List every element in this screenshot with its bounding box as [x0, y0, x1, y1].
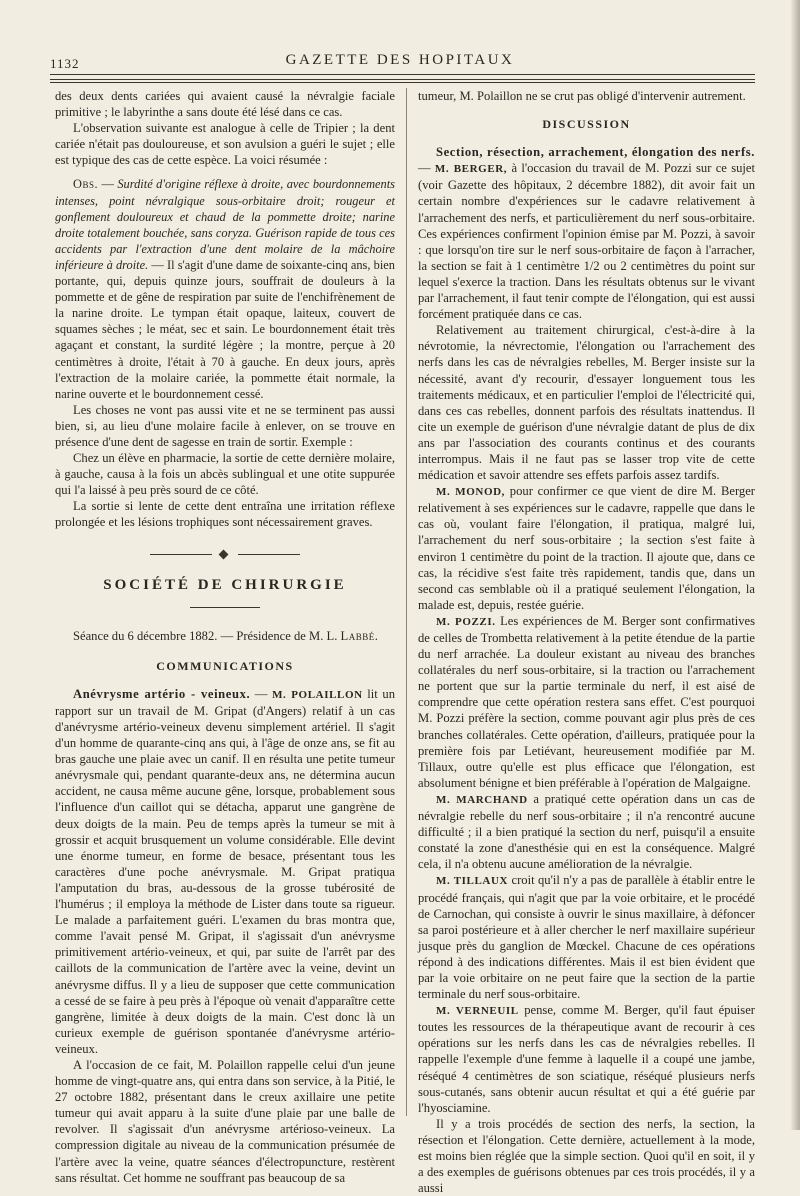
- berger-paragraph: Section, résection, arrachement, élongation des nerfs. — M. BERGER, à l'occasion du travail de M. Pozzi sur ce sujet (voir Gazette des hôpitaux, 2 décembre 1882), dit avoir fait un certain nombre d'expériences sur le cadavre relativement à l'arrachement des nerfs, et particulièrement du nerf sous-orbitaire. Ces expériences confirment l'opinion émise par M. Pozzi, à savoir : que lorsqu'on tire sur le nerf sous-orbitaire de façon à l'arracher, la section se fait à 1 centimètre 1/2 ou 2 centimètres du point sur lequel s'exerce la traction. Dans les résultats obtenus sur le vivant par l'arrachement, il faut tenir compte de l'élongation, qui est aussi forcément pratiquée dans ce cas.: [418, 145, 755, 322]
- page-header: [0, 0, 800, 90]
- paragraph: A l'occasion de ce fait, M. Polaillon rappelle celui d'un jeune homme de vingt-quatre ans, qui entra dans son service, à la Pitié, le 27 octobre 1882, présentant dans le creux axillaire une petite tumeur qui avait apparu à la suite d'une plaie par une balle de revolver. Il s'agissait d'un anévrysme artérioso-veineux. La compression digitale au niveau de la communication présumée de l'artère avec la veine, quatre séances d'électropuncture, restèrent sans résultat. Cet homme ne souffrant pas beaucoup de sa: [55, 1057, 395, 1185]
- marchand-paragraph: [418, 791, 755, 872]
- session-president: Labbé.: [340, 628, 379, 643]
- tillaux-text: croit qu'il n'y a pas de parallèle à établir entre le procédé français, qui n'agit que par la voie orbitaire, et le procédé de Carnochan, qui consiste à ouvrir le sinus maxillaire, à défoncer sa paroi postérieure et à aller chercher le nerf maxillaire supérieur jusque près du ganglion de Mœckel. Chacune de ces opérations répond à des indications différentes. Mais il est bien évident que par la voie orbitaire on ne peut faire que la section de la partie terminale du nerf sous-orbitaire.: [418, 873, 756, 1002]
- column-divider: [406, 88, 407, 1116]
- society-title: SOCIÉTÉ DE CHIRURGIE: [103, 576, 347, 593]
- speaker-name: M. BERGER,: [434, 163, 508, 176]
- observation-body: Il s'agit d'une dame de soixante-cinq ans, bien portante, qui, depuis quinze jours, souffrait de douleurs à la pommette et de gêne de respiration par suite de l'enchifrènement de la narine droite. Le tympan était opaque, laiteux, couvert de squames sèches ; le méat, sec et sain. Le bourdonnement était très agaçant et constant, la surdité légère ; la montre, perçue à 20 centimètres à droite, l'était à 70 à gauche. En deux jours, après l'extraction de la molaire cariée, la pommette était normale, la narine ouverte et le bourdonnement cessé.: [55, 257, 395, 401]
- speaker-name: M. TILLAUX: [436, 875, 509, 888]
- verneuil-text: pense, comme M. Berger, qu'il faut épuiser toutes les ressources de la thérapeutique avant de recourir à ces opérations sur les nerfs dans les cas de névralgies rebelles. Il rappelle l'exemple d'une femme à laquelle il a coupé une jambe, réséqué 4 centimètres de son sciatique, réséqué plusieurs nerfs sous-cutanés, sans obtenir aucun résultat et qui a été guérie par l'hyoscіamine.: [418, 1003, 755, 1115]
- session-text: Séance du 6 décembre 1882. — Présidence de M. L.: [73, 628, 338, 643]
- pozzi-text: Les expériences de M. Berger sont confirmatives de celles de Trombetta relativement à la petite étendue de la partie du nerf arrachée. La douleur existant au niveau des branches collatérales du nerf sous-orbitaire, si la traction ou l'arrachement ne portent que sur la partie terminale du nerf, il est aisé de comprendre que cette opération restera sans effet. C'est pourquoi M. Pozzi préfère la section, comme pouvant agir plus près de ces branches collatérales. Cette opération, d'ailleurs, pratiquée pour la première fois par Letiévant, heureusement modifiée par M. Tillaux, outre qu'elle est plus efficace que l'élongation, est absolument bénigne et bien préférable à l'opération de Malgaigne.: [418, 613, 755, 790]
- title-rule: [190, 607, 260, 608]
- section-ornament: [150, 551, 300, 559]
- running-title: GAZETTE DES HOPITAUX: [285, 52, 515, 68]
- communications-heading: COMMUNICATIONS: [156, 658, 294, 673]
- discussion-heading: DISCUSSION: [542, 117, 631, 132]
- paragraph: L'observation suivante est analogue à celle de Tripier ; la dent cariée n'était pas douloureuse, et son avulsion a guéri le sujet ; elle est typique des cas de cette espèce. La voici résumée :: [55, 121, 395, 168]
- observation-title: Surdité d'origine réflexe à droite, avec bourdonnements intenses, point névralgique sous-orbitaire droit; rougeur et gonflement douloureux et chaud de la pommette droite; narine droite totalement bouchée, sans coryza. Guérison rapide de tous ces accidents par l'extraction d'une dent molaire de la mâchoire inférieure à droite.: [55, 177, 395, 272]
- berger-text: à l'occasion du travail de M. Pozzi sur ce sujet (voir Gazette des hôpitaux, 2 décembre 1882), dit avoir fait un certain nombre d'expériences sur le cadavre relativement à l'arrachement des nerfs, et particulièrement du nerf sous-orbitaire. Ces expériences confirment l'opinion émise par M. Pozzi, à savoir : que lorsqu'on tire sur le nerf sous-orbitaire de façon à l'arracher, la section se fait à 1 centimètre 1/2 ou 2 centimètres du point sur lequel s'exerce la traction. Dans les résultats obtenus sur le vivant par l'arrachement, il faut tenir compte de l'élongation, qui est aussi forcément pratiquée dans ce cas.: [418, 161, 755, 322]
- monod-paragraph: [418, 483, 755, 613]
- monod-text: pour confirmer ce que vient de dire M. Berger relativement à ses expériences sur le cadavre, rappelle que dans le cas où, voulant faire l'élongation, il pratiqua, malgré lui, l'arrachement du nerf sous-orbitaire ; la section s'est faite à environ 1 centimètre du point de la traction. Il ajoute que, dans ce cas, la récidive s'est faite très rapidement, tandis que, dans un second cas semblable où il a pratiqué seulement l'élongation, la malade est, depuis, restée guérie.: [418, 484, 755, 612]
- paragraph: Relativement au traitement chirurgical, c'est-à-dire à la névrotomie, la névrectomie, l'élongation ou l'arrachement des nerfs dans les cas de névralgies rebelles, M. Berger insiste sur la nécessité, avant d'y recourir, d'essayer longuement tous les traitements médicaux, et en particulier l'emploi de l'électricité qui, dans ces cas rebelles, donnent parfois des résultats inattendus. Il cite un exemple de guérison d'une névralgie datant de plus de dix ans par l'association des courants continus et des courants interrompus. Mais il ne faut pas se lasser trop vite de cette médication et savoir attendre ses effets parfois assez tardifs.: [418, 323, 755, 483]
- paragraph: des deux dents cariées qui avaient causé la névralgie faciale primitive ; le labyrinthe a sans doute été lésé dans ce cas.: [55, 89, 395, 120]
- pozzi-paragraph: [418, 613, 755, 791]
- aneurysm-paragraph: Anévrysme artério - veineux. — M. POLAILLON lit un rapport sur un travail de M. Gripat (d'Angers) relatif à un cas d'anévrysme artério-veineux devenu simplement artériel. Il s'agit d'un homme de quarante-cinq ans qui, à l'âge de onze ans, se fit au bras gauche une plaie avec un canif. Il en résulta une petite tumeur anévrysmale qui, pendant quarante-deux ans, ne détermina aucun accident, ne causa même aucune gêne, lorsque, probablement sous l'influence d'un caillot qui se détacha, apparut une gangrène de deux doigts de la main. Peu de temps après la tumeur se mit à grossir et acquit brusquement un volume considérable. Elle devint une énorme tumeur, en forme de besace, présentant tous les caractères d'une poche anévrysmale. M. Gripat pratiqua l'amputation du bras, au-dessous de la grosse tubérosité de l'humérus ; il employa la méthode de Lister dans toute sa rigueur. Le malade a parfaitement guéri. L'examen du bras montra que, comme l'avait pensé M. Gripat, il s'agissait d'un anévrysme primitivement artério-veineux, et qui, par suite de l'arrêt par des caillots de la communication de l'artère avec la veine, devint un anévrysme diffus. Il y a lieu de supposer que cette communication a cessé de se faire à peu près à l'époque où venait d'apparaître cette gangrène, limitée à deux doigts de la main. C'est donc là un curieux exemple de guérison spontanée d'anévrysme artério-veineux.: [55, 686, 396, 1056]
- left-column: [55, 88, 395, 1186]
- right-column: [418, 88, 755, 1196]
- paragraph: Chez un élève en pharmacie, la sortie de cette dernière molaire, à gauche, causa à la fois un abcès sublingual et une otite suppurée qui l'a laissé à peu près sourd de ce côté.: [55, 451, 395, 498]
- aneurysm-lead: Anévrysme artério - veineux.: [73, 686, 251, 701]
- paragraph: La sortie si lente de cette dent entraîna une irritation réflexe prolongée et les lésions trophiques sont nécessairement graves.: [55, 499, 395, 530]
- session-line: [55, 628, 395, 644]
- header-rule: [50, 82, 755, 83]
- speaker-name: M. POLAILLON: [272, 688, 363, 701]
- speaker-name: M. VERNEUIL: [436, 1005, 519, 1018]
- header-rule: [50, 74, 755, 75]
- paragraph: Les choses ne vont pas aussi vite et ne se terminent pas aussi bien, si, au lieu d'une molaire facile à enlever, on se trouve en présence d'une dent de sagesse en train de sortir. Exemple :: [55, 402, 395, 449]
- paragraph: tumeur, M. Polaillon ne se crut pas obligé d'intervenir autrement.: [418, 89, 746, 103]
- speaker-name: M. MONOD,: [436, 486, 506, 499]
- observation-label: Obs.: [73, 177, 99, 192]
- page-number: 1132: [50, 56, 80, 71]
- header-rule-thick: [50, 79, 755, 80]
- section-lead: Section, résection, arrachement, élongation des nerfs.: [436, 145, 755, 160]
- speaker-name: M. POZZI.: [436, 615, 496, 628]
- tillaux-paragraph: [418, 872, 755, 1002]
- verneuil-paragraph: [418, 1002, 755, 1116]
- page-edge-shadow: [790, 0, 800, 1130]
- paragraph: Il y a trois procédés de section des nerfs, la section, la résection et l'élongation. Cette dernière, actuellement à la mode, est moins bien réglée que la simple section. Quoi qu'il en soit, il y a des exemples de guérisons obtenues par ces trois procédés, il y a aussi: [418, 1116, 755, 1196]
- marchand-text: a pratiqué cette opération dans un cas de névralgie rebelle du nerf sous-orbitaire ; il n'a rencontré aucune difficulté ; il a bien pratiqué la section du nerf, puisqu'il a ensuite constaté la zone d'anesthésie qui en est la conséquence. Malgré cela, il n'a obtenu aucune amélioration de la névralgie.: [418, 791, 755, 872]
- speaker-name: M. MARCHAND: [436, 793, 528, 806]
- observation-paragraph: Obs. — Surdité d'origine réflexe à droite, avec bourdonnements intenses, point névralgique sous-orbitaire droit; rougeur et gonflement douloureux et chaud de la pommette droite; narine droite totalement bouchée, sans coryza. Guérison rapide de tous ces accidents par l'extraction d'une dent molaire de la mâchoire inférieure à droite. — Il s'agit d'une dame de soixante-cinq ans, bien portante, qui, depuis quinze jours, souffrait de douleurs à la pommette et de gêne de respiration par suite de l'enchifrènement de la narine droite. Le tympan était opaque, laiteux, couvert de squames sèches ; le méat, sec et sain. Le bourdonnement était très agaçant et constant, la surdité légère ; la montre, perçue à 20 centimètres à droite, l'était à 70 à gauche. En deux jours, après l'extraction de la molaire cariée, la pommette était normale, la narine ouverte et le bourdonnement cessé.: [55, 177, 395, 401]
- aneurysm-text: lit un rapport sur un travail de M. Gripat (d'Angers) relatif à un cas d'anévrysme artério-veineux devenu simplement artériel. Il s'agit d'un homme de quarante-cinq ans qui, à l'âge de onze ans, se fit au bras gauche une plaie avec un canif. Il en résulta une petite tumeur anévrysmale qui, pendant quarante-deux ans, ne détermina aucun accident, ne causa même aucune gêne, lorsque, probablement sous l'influence d'un caillot qui se détacha, apparut une gangrène de deux doigts de la main. Peu de temps après la tumeur se mit à grossir et acquit brusquement un volume considérable. Elle devint une énorme tumeur, en forme de besace, présentant tous les caractères d'une poche anévrysmale. M. Gripat pratiqua l'amputation du bras, au-dessous de la grosse tubérosité de l'humérus ; il employa la méthode de Lister dans toute sa rigueur. Le malade a parfaitement guéri. L'examen du bras montra que, comme l'avait pensé M. Gripat, il s'agissait d'un anévrysme primitivement artério-veineux, et qui, par suite de l'arrêt par des caillots de la communication de l'artère avec la veine, devint un anévrysme diffus. Il y a lieu de supposer que cette communication a cessé de se faire à peu près à l'époque où venait d'apparaître cette gangrène, limitée à deux doigts de la main. C'est donc là un curieux exemple de guérison spontanée d'anévrysme artério-veineux.: [55, 686, 396, 1056]
